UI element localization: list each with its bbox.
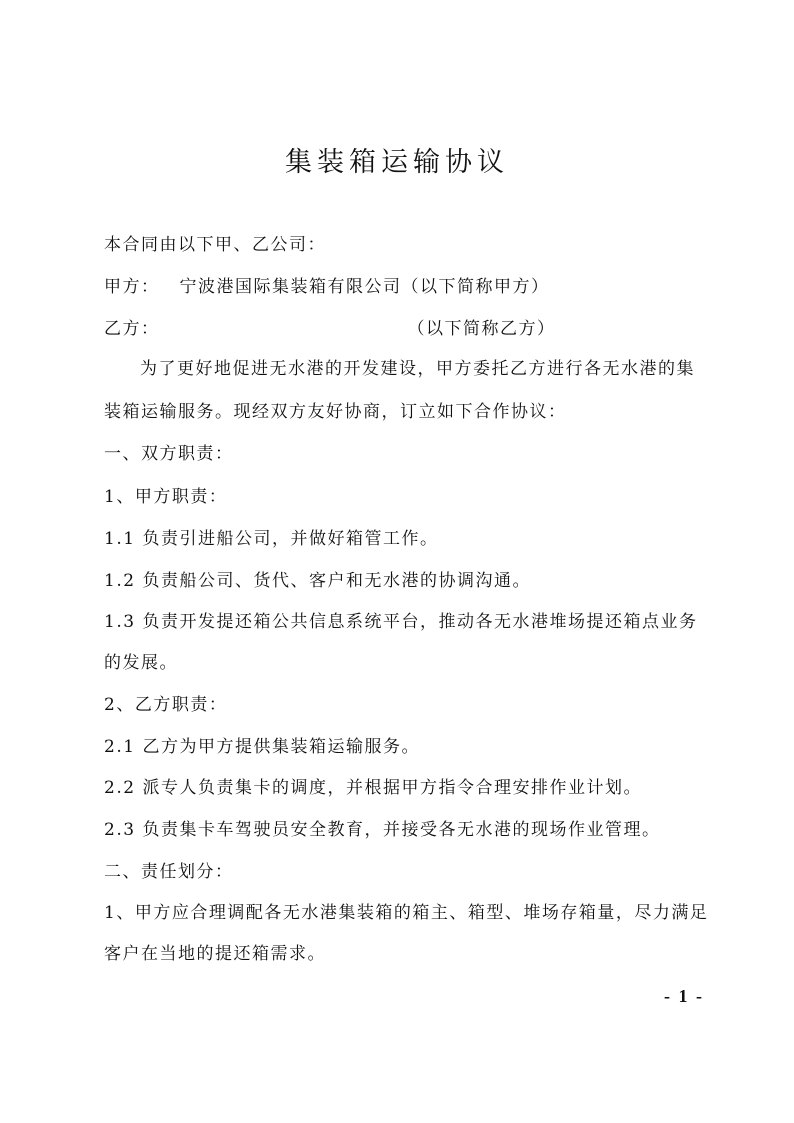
section-1-heading: 一、双方职责： bbox=[104, 444, 234, 464]
section-2-heading: 二、责任划分： bbox=[104, 862, 234, 882]
duty-1-3-line-1: 1.3 负责开发提还箱公共信息系统平台，推动各无水港堆场提还箱点业务 bbox=[104, 612, 698, 632]
party-a-name: 宁波港国际集装箱有限公司（以下简称甲方） bbox=[179, 277, 550, 297]
party-a-line bbox=[104, 270, 704, 304]
purpose-line-1: 为了更好地促进无水港的开发建设，甲方委托乙方进行各无水港的集 bbox=[140, 359, 695, 379]
duty-2-1: 2.1 乙方为甲方提供集装箱运输服务。 bbox=[104, 737, 420, 757]
party-b-line bbox=[104, 312, 704, 346]
duty-2-3: 2.3 负责集卡车驾驶员安全教育，并接受各无水港的现场作业管理。 bbox=[104, 820, 661, 840]
clause-1-line-1: 1、甲方应合理调配各无水港集装箱的箱主、箱型、堆场存箱量，尽力满足 bbox=[104, 903, 709, 923]
party-a-label: 甲方： bbox=[104, 277, 160, 297]
intro-line: 本合同由以下甲、乙公司： bbox=[104, 235, 326, 255]
duty-1-1: 1.1 负责引进船公司，并做好箱管工作。 bbox=[104, 529, 439, 549]
party-b-duties-heading: 2、乙方职责： bbox=[104, 695, 228, 715]
duty-1-3-line-2: 的发展。 bbox=[104, 653, 178, 673]
party-b-label: 乙方： bbox=[104, 319, 160, 339]
clause-1-line-2: 客户在当地的提还箱需求。 bbox=[104, 944, 326, 964]
page-number: - 1 - bbox=[664, 986, 704, 1006]
document-title: 集装箱运输协议 bbox=[285, 147, 509, 178]
party-a-duties-heading: 1、甲方职责： bbox=[104, 487, 228, 507]
duty-2-2: 2.2 派专人负责集卡的调度，并根据甲方指令合理安排作业计划。 bbox=[104, 778, 642, 798]
purpose-line-2: 装箱运输服务。现经双方友好协商，订立如下合作协议： bbox=[104, 402, 567, 422]
duty-1-2: 1.2 负责船公司、货代、客户和无水港的协调沟通。 bbox=[104, 571, 531, 591]
party-b-suffix: （以下简称乙方） bbox=[407, 319, 556, 339]
